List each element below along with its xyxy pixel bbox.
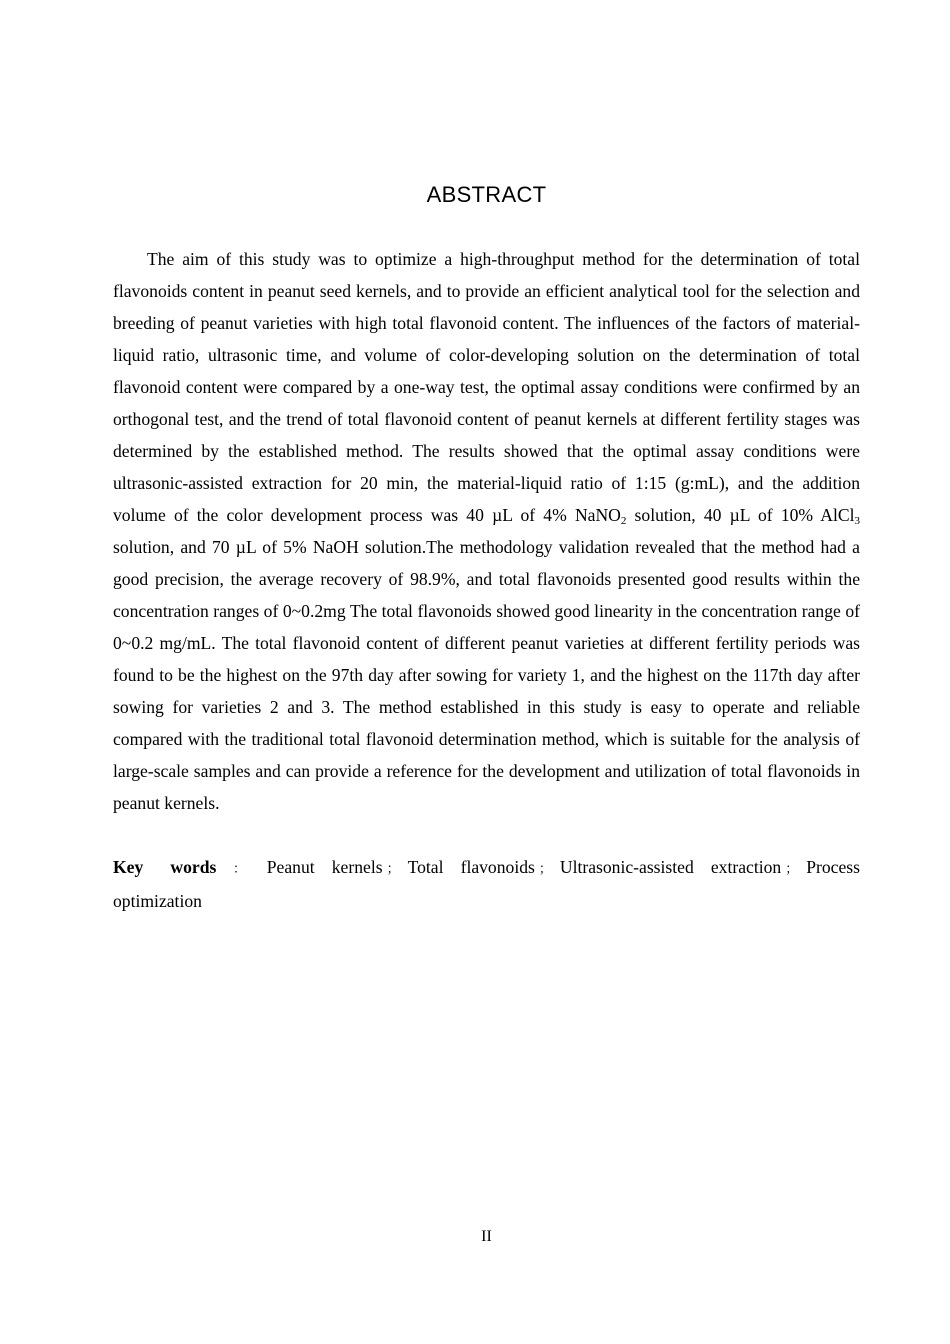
abstract-text-part3: solution, and 70 µL of 5% NaOH solution.The methodology validation revealed that the method had a good precision, the average recovery of 98.9%, and total flavonoids presented good results within the concentration ranges of 0~0.2mg The total flavonoids showed good linearity in the concentration range of 0~0.2 mg/mL. The total flavonoid content of different peanut varieties at different fertility periods was found to be the highest on the 97th day after sowing for variety 1, and the highest on the 117th day after sowing for varieties 2 and 3. The method established in this study is easy to operate and reliable compared with the traditional total flavonoid determination method, which is suitable for the analysis of large-scale samples and can provide a reference for the development and utilization of total flavonoids in peanut kernels. [113,537,860,813]
page-number: II [481,1228,492,1245]
abstract-heading: ABSTRACT [426,182,547,207]
abstract-text-part2: solution, 40 µL of 10% AlCl [626,505,855,525]
keyword-item: Process optimization [113,857,860,911]
keywords-label-separator: ： [220,861,259,876]
abstract-paragraph [113,243,860,819]
subscript-nano2: 2 [620,515,627,527]
keyword-separator: ； [386,861,400,876]
subscript-alcl3: 3 [854,515,861,527]
abstract-body [113,243,860,819]
keyword-item: Ultrasonic-assisted extraction [559,857,782,877]
keywords-line [113,851,860,917]
abstract-text-part1: The aim of this study was to optimize a high-throughput method for the determination of total flavonoids content in peanut seed kernels, and to provide an efficient analytical tool for the selection and breeding of peanut varieties with high total flavonoid content. The influences of the factors of material-liquid ratio, ultrasonic time, and volume of color-developing solution on the determination of total flavonoid content were compared by a one-way test, the optimal assay conditions were confirmed by an orthogonal test, and the trend of total flavonoid content of peanut kernels at different fertility stages was determined by the established method. The results showed that the optimal assay conditions were ultrasonic-assisted extraction for 20 min, the material-liquid ratio of 1:15 (g:mL), and the addition volume of the color development process was 40 µL of 4% NaNO [113,249,860,525]
keywords-label: Key words [113,857,217,877]
keyword-item: Peanut kernels [266,857,383,877]
keyword-separator: ； [785,861,799,876]
keyword-item: Total flavonoids [407,857,535,877]
keyword-separator: ； [538,861,552,876]
